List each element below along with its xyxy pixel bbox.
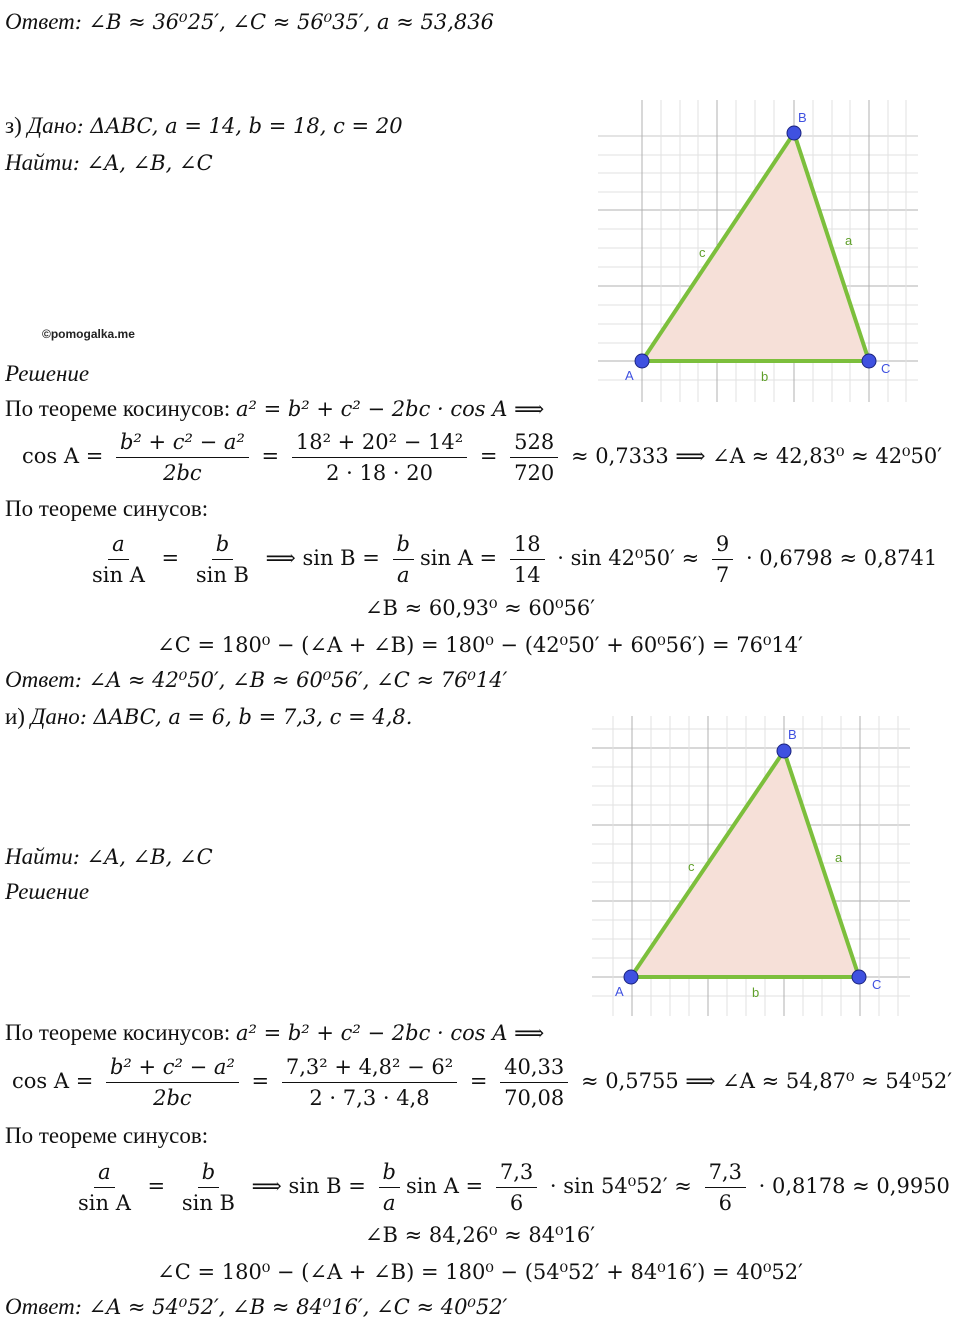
- vertex-c-label: C: [872, 977, 882, 992]
- numerator: 18² + 20² − 14²: [292, 429, 467, 458]
- side-b-label: b: [761, 369, 769, 384]
- answer-label: Ответ: [5, 667, 75, 692]
- answer-label: Ответ: [5, 1294, 75, 1319]
- fraction: [192, 531, 253, 588]
- vertex-b-label: B: [798, 110, 807, 125]
- cos-result: ≈ 0,5755 ⟹ ∠A ≈ 54,87⁰ ≈ 54⁰52′: [580, 1069, 952, 1093]
- fraction: [178, 1159, 239, 1216]
- denominator: 720: [514, 461, 555, 485]
- solution-label: Решение: [5, 361, 90, 386]
- denominator: sin A: [78, 1191, 131, 1215]
- find-text: : ∠A, ∠B, ∠C: [72, 845, 213, 869]
- vertex-a-label: A: [615, 984, 624, 999]
- fraction: [500, 1054, 568, 1111]
- fraction: [510, 531, 545, 588]
- vertex-a-label: A: [625, 368, 634, 383]
- vertex-a-point: [635, 354, 649, 368]
- sin-mid2: sin A =: [420, 546, 498, 570]
- numerator: b: [393, 531, 414, 560]
- vertex-b-point: [777, 744, 791, 758]
- denominator: a: [383, 1191, 396, 1215]
- top-answer-line: [5, 8, 494, 36]
- given-text: : ΔABC, a = 6, b = 7,3, c = 4,8.: [79, 705, 413, 729]
- angle-b-line: ∠B ≈ 84,26⁰ ≈ 84⁰16′: [364, 1223, 596, 1247]
- denominator: 2bc: [163, 461, 202, 485]
- vertex-b-label: B: [788, 727, 797, 742]
- angle-c-line: ∠C = 180⁰ − (∠A + ∠B) = 180⁰ − (54⁰52′ + 84⁰16′) = 40⁰52′: [157, 1260, 803, 1284]
- sin-mid2: sin A =: [406, 1174, 484, 1198]
- find-text: : ∠A, ∠B, ∠C: [72, 151, 213, 175]
- side-b-label: b: [752, 985, 760, 1000]
- cos-lhs: cos A =: [22, 444, 104, 468]
- fraction: [106, 1054, 239, 1111]
- numerator: b: [379, 1159, 400, 1188]
- cos-theorem-line: [5, 395, 544, 423]
- denominator: a: [397, 563, 410, 587]
- fraction: [496, 1159, 537, 1216]
- numerator: a: [94, 1159, 115, 1188]
- vertex-a-point: [624, 970, 638, 984]
- sin-mid: ⟹ sin B =: [251, 1174, 366, 1198]
- find-label: Найти: [5, 844, 73, 869]
- triangle-figure-z: [598, 100, 918, 402]
- given-label: Дано: [27, 113, 77, 138]
- denominator: 70,08: [504, 1086, 565, 1110]
- denominator: sin B: [195, 563, 249, 587]
- denominator: 7: [715, 563, 730, 587]
- given-text: : ΔABC, a = 14, b = 18, c = 20: [76, 114, 403, 138]
- denominator: 14: [513, 563, 541, 587]
- denominator: sin A: [92, 563, 145, 587]
- numerator: b² + c² − a²: [116, 429, 249, 458]
- sin-theorem-label: По теореме синусов:: [5, 1123, 209, 1148]
- sin-theorem-label: По теореме синусов:: [5, 496, 209, 521]
- numerator: 40,33: [500, 1054, 568, 1083]
- sin-mid3: · sin 42⁰50′ ≈: [557, 546, 700, 570]
- numerator: 528: [510, 429, 558, 458]
- problem-z-find: [5, 149, 213, 177]
- cos-theorem-label: По теореме косинусов:: [5, 1020, 231, 1045]
- answer-text: : ∠A ≈ 54⁰52′, ∠B ≈ 84⁰16′, ∠C ≈ 40⁰52′: [74, 1295, 508, 1319]
- problem-marker: и): [5, 704, 25, 729]
- numerator: b: [198, 1159, 219, 1188]
- sin-result: · 0,6798 ≈ 0,8741: [745, 546, 938, 570]
- triangle-figure-i: [592, 716, 910, 1016]
- sin-equation: $\frac{a}{\text{sin A}}$ = $\frac{b}{\text{sin B}}$ ⟹ sin B = $\frac{b}{a}$ sin A = $\frac{7,3}{6}$ · sin 54⁰52′ ≈ $\frac{7,3}{6}$ · 0,8178 ≈ 0,9950: [68, 1158, 950, 1216]
- cos-equation: cos A = $\frac{\text{b² + c² − a²}}{2bc}$ = $\frac{\text{7,3² + 4,8² − 6²}}{2 \cdot 7,3 \cdot 4,8}$ = $\frac{40,33}{70,08}$ ≈ 0,5755 ⟹ ∠A ≈ 54,87⁰ ≈ 54⁰52′: [12, 1055, 952, 1110]
- problem-i-given: [5, 703, 412, 731]
- numerator: 18: [510, 531, 545, 560]
- side-c-label: c: [699, 245, 706, 260]
- numerator: 9: [712, 531, 733, 560]
- side-a-label: a: [835, 850, 843, 865]
- numerator: 7,3: [496, 1159, 537, 1188]
- side-a-label: a: [845, 233, 853, 248]
- fraction: [292, 429, 467, 486]
- find-label: Найти: [5, 150, 73, 175]
- denominator: 6: [509, 1191, 524, 1215]
- fraction: [393, 531, 414, 588]
- sin-result: · 0,8178 ≈ 0,9950: [758, 1174, 950, 1198]
- denominator: sin B: [181, 1191, 235, 1215]
- cos-result: ≈ 0,7333 ⟹ ∠A ≈ 42,83⁰ ≈ 42⁰50′: [570, 444, 942, 468]
- cos-equation: cos A = $\frac{\text{b² + c² − a²}}{2bc}$ = $\frac{\text{18² + 20² − 14²}}{2 \cdot 18 \cdot 20}$ = $\frac{528}{720}$ ≈ 0,7333 ⟹ ∠A ≈ 42,83⁰ ≈ 42⁰50′: [22, 430, 942, 485]
- numerator: 7,3: [705, 1159, 746, 1188]
- fraction: [712, 531, 733, 588]
- problem-z-given: [5, 112, 403, 140]
- answer-label: Ответ: [5, 9, 75, 34]
- cos-lhs: cos A =: [12, 1069, 94, 1093]
- sin-mid: ⟹ sin B =: [265, 546, 380, 570]
- fraction: [379, 1159, 400, 1216]
- fraction: [74, 1159, 135, 1216]
- sin-equation: $\frac{a}{\text{sin A}}$ = $\frac{b}{\text{sin B}}$ ⟹ sin B = $\frac{b}{a}$ sin A = $\frac{18}{14}$ · sin 42⁰50′ ≈ $\frac{9}{7}$ · 0,6798 ≈ 0,8741: [82, 530, 937, 588]
- fraction: [116, 429, 249, 486]
- triangle-fill: [631, 751, 859, 977]
- fraction: [88, 531, 149, 588]
- denominator: 2bc: [153, 1086, 192, 1110]
- vertex-c-label: C: [881, 361, 891, 376]
- numerator: b: [212, 531, 233, 560]
- answer-text: : ∠B ≈ 36⁰25′, ∠C ≈ 56⁰35′, a ≈ 53,836: [74, 10, 494, 34]
- watermark: ©pomogalka.me: [42, 327, 135, 341]
- fraction: [282, 1054, 457, 1111]
- solution-label: Решение: [5, 879, 90, 904]
- fraction: [705, 1159, 746, 1216]
- cos-theorem-formula: a² = b² + c² − 2bc · cos A ⟹: [235, 397, 545, 421]
- denominator: 2 · 7,3 · 4,8: [309, 1086, 430, 1110]
- problem-marker: з): [5, 113, 22, 138]
- vertex-b-point: [787, 126, 801, 140]
- fraction: [510, 429, 558, 486]
- numerator: b² + c² − a²: [106, 1054, 239, 1083]
- sin-mid3: · sin 54⁰52′ ≈: [549, 1174, 692, 1198]
- problem-z-answer: [5, 666, 507, 694]
- answer-text: : ∠A ≈ 42⁰50′, ∠B ≈ 60⁰56′, ∠C ≈ 76⁰14′: [74, 668, 508, 692]
- cos-theorem-line: [5, 1019, 544, 1047]
- numerator: 7,3² + 4,8² − 6²: [282, 1054, 457, 1083]
- cos-theorem-formula: a² = b² + c² − 2bc · cos A ⟹: [235, 1021, 545, 1045]
- denominator: 6: [718, 1191, 732, 1215]
- problem-i-answer: [5, 1293, 507, 1321]
- side-c-label: c: [688, 859, 695, 874]
- vertex-c-point: [852, 970, 866, 984]
- denominator: 2 · 18 · 20: [326, 461, 433, 485]
- problem-i-find: [5, 843, 213, 871]
- angle-b-line: ∠B ≈ 60,93⁰ ≈ 60⁰56′: [364, 596, 596, 620]
- cos-theorem-label: По теореме косинусов:: [5, 396, 231, 421]
- angle-c-line: ∠C = 180⁰ − (∠A + ∠B) = 180⁰ − (42⁰50′ + 60⁰56′) = 76⁰14′: [157, 633, 803, 657]
- numerator: a: [108, 531, 129, 560]
- vertex-c-point: [862, 354, 876, 368]
- given-label: Дано: [30, 704, 80, 729]
